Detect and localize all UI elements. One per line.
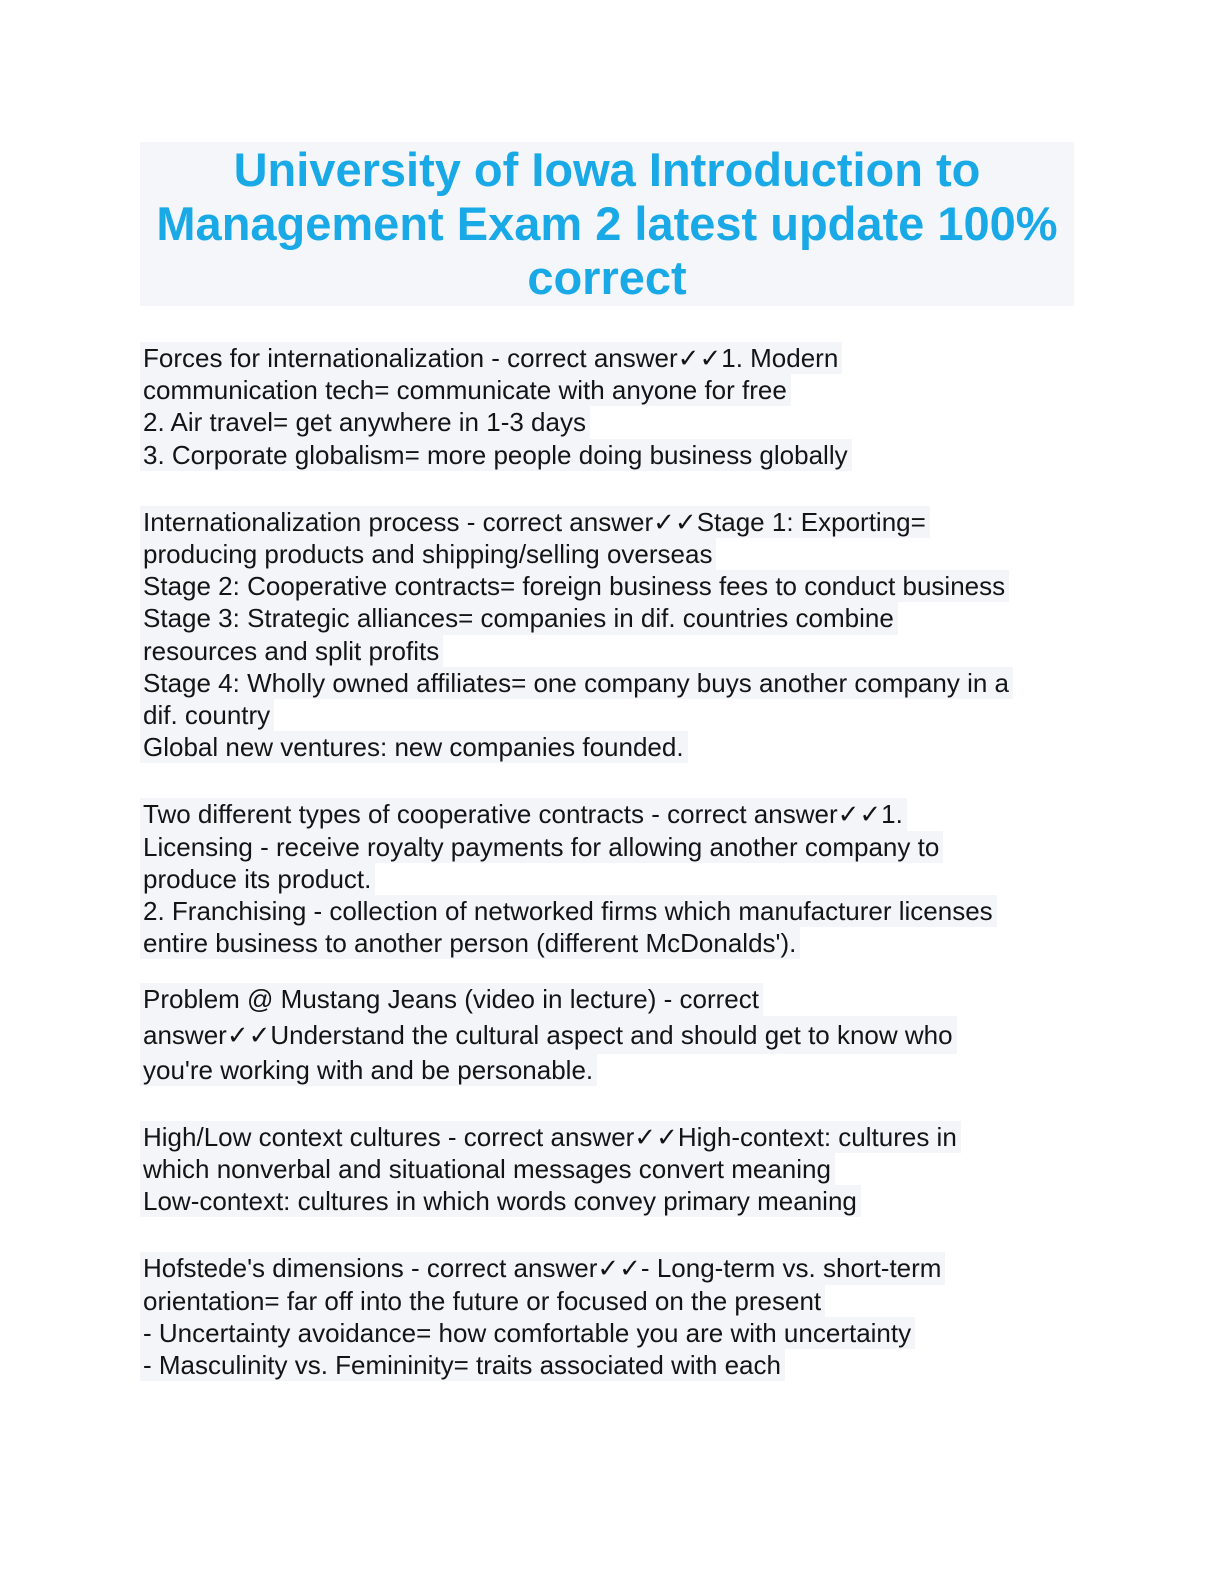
entry-line: dif. country: [140, 699, 274, 731]
entry-line: resources and split profits: [140, 635, 443, 667]
entry-line: Licensing - receive royalty payments for allowing another company to: [140, 831, 943, 863]
entry-line: Stage 4: Wholly owned affiliates= one company buys another company in a: [140, 667, 1013, 699]
qa-entry-internationalization-process: [140, 506, 1080, 764]
entry-line: High/Low context cultures - correct answer✓✓High-context: cultures in: [140, 1121, 961, 1153]
title-line: University of Iowa Introduction to: [233, 143, 981, 196]
entry-line: which nonverbal and situational messages convert meaning: [140, 1153, 835, 1185]
entry-line: produce its product.: [140, 863, 375, 895]
title-line: Management Exam 2 latest update 100%: [156, 197, 1058, 250]
entry-line: Low-context: cultures in which words convey primary meaning: [140, 1185, 861, 1217]
entry-line: Forces for internationalization - correct answer✓✓1. Modern: [140, 342, 842, 374]
entry-line: answer✓✓Understand the cultural aspect and should get to know who: [140, 1016, 957, 1054]
qa-entry-mustang-jeans: [140, 983, 1080, 1085]
entry-line: - Masculinity vs. Femininity= traits associated with each: [140, 1349, 785, 1381]
entry-line: you're working with and be personable.: [140, 1054, 597, 1086]
qa-entry-context-cultures: [140, 1121, 1080, 1218]
entry-line: 3. Corporate globalism= more people doing business globally: [140, 439, 852, 471]
qa-entry-cooperative-contracts: [140, 798, 1080, 959]
qa-entry-hofstede-dimensions: [140, 1252, 1080, 1381]
entry-line: entire business to another person (different McDonalds').: [140, 927, 800, 959]
entry-line: Stage 3: Strategic alliances= companies in dif. countries combine: [140, 602, 898, 634]
entry-line: - Uncertainty avoidance= how comfortable you are with uncertainty: [140, 1317, 915, 1349]
title-line: correct: [527, 251, 687, 304]
entry-line: Stage 2: Cooperative contracts= foreign business fees to conduct business: [140, 570, 1009, 602]
entry-line: Hofstede's dimensions - correct answer✓✓- Long-term vs. short-term: [140, 1252, 945, 1284]
document-title: [140, 142, 1074, 306]
document-body: [140, 342, 1080, 1416]
entry-line: Global new ventures: new companies founded.: [140, 731, 688, 763]
entry-line: producing products and shipping/selling overseas: [140, 538, 716, 570]
entry-line: Problem @ Mustang Jeans (video in lecture) - correct: [140, 983, 763, 1015]
entry-line: communication tech= communicate with anyone for free: [140, 374, 791, 406]
qa-entry-forces-for-internationalization: [140, 342, 1080, 471]
entry-line: 2. Franchising - collection of networked firms which manufacturer licenses: [140, 895, 997, 927]
entry-line: orientation= far off into the future or focused on the present: [140, 1285, 825, 1317]
entry-line: Two different types of cooperative contracts - correct answer✓✓1.: [140, 798, 907, 830]
entry-line: 2. Air travel= get anywhere in 1-3 days: [140, 406, 590, 438]
entry-line: Internationalization process - correct answer✓✓Stage 1: Exporting=: [140, 506, 930, 538]
